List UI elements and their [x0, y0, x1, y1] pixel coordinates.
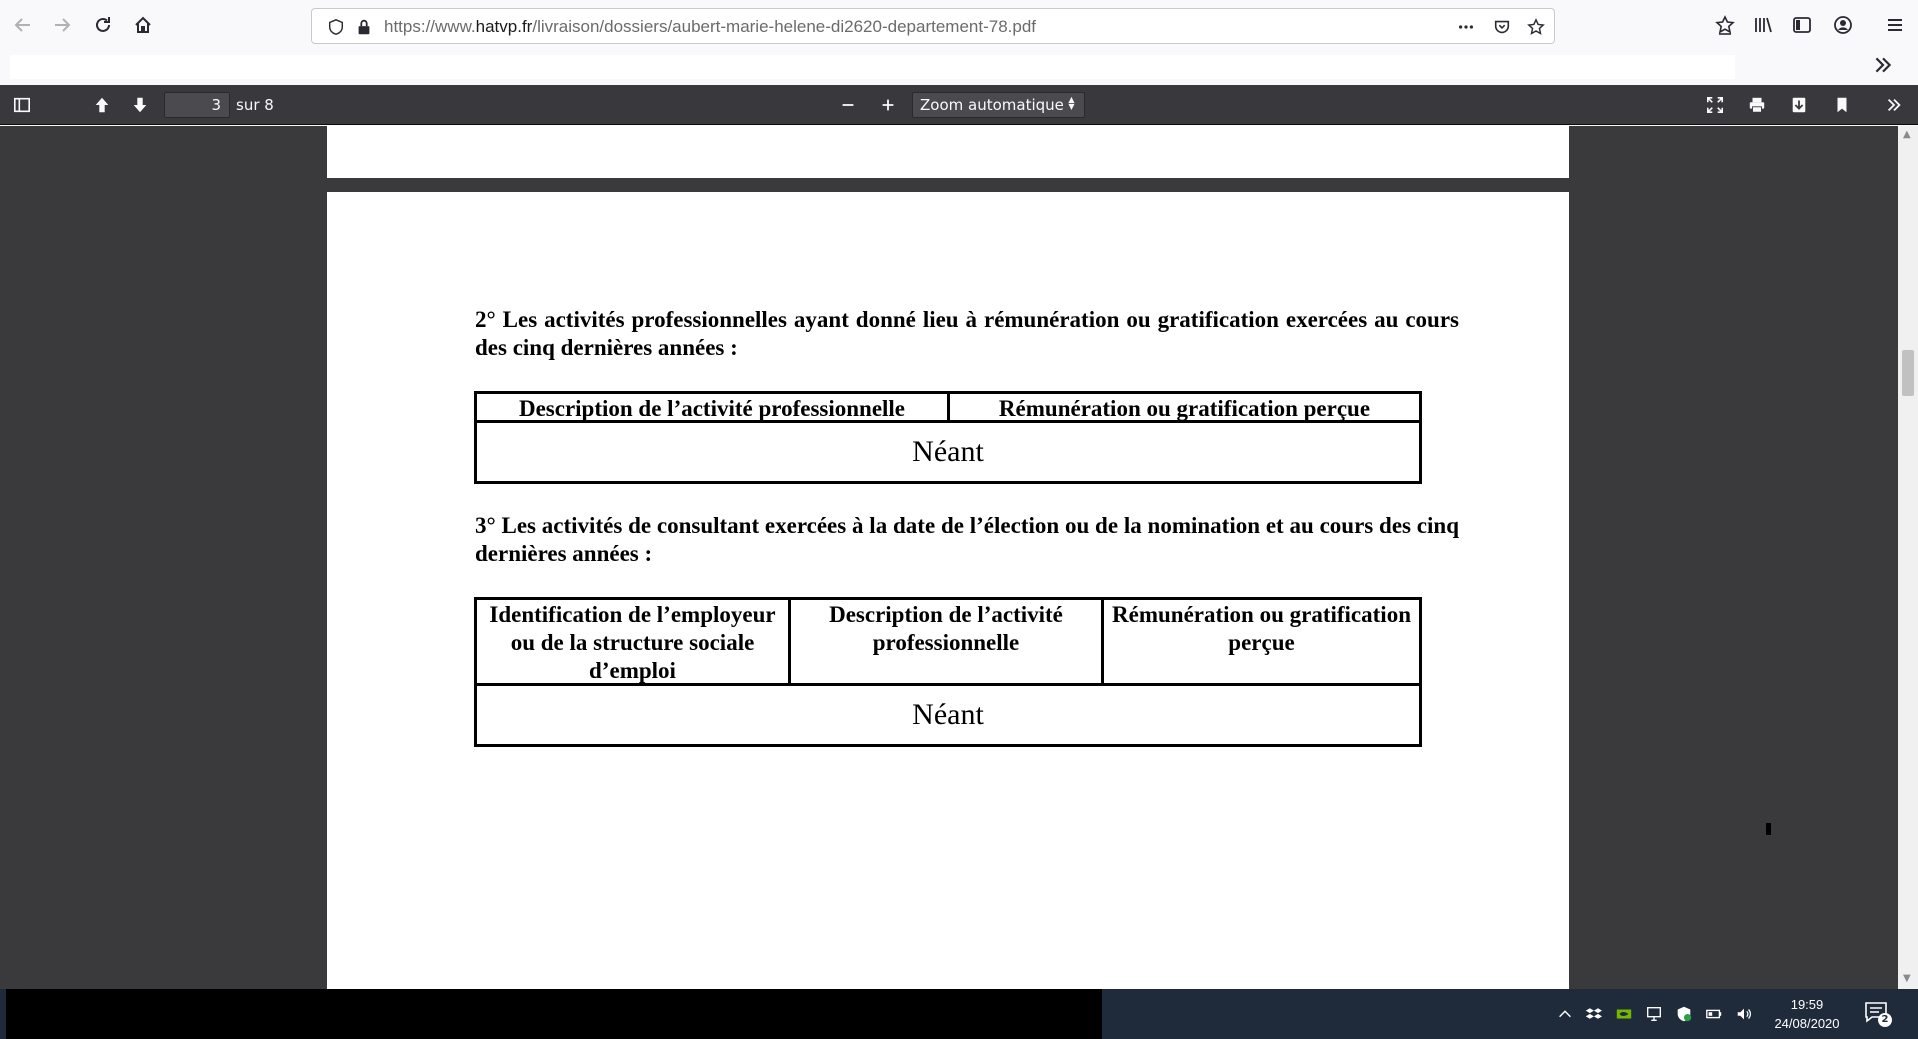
bookmarks-toolbar	[10, 55, 1735, 79]
bookmark-icon	[1833, 96, 1851, 114]
nvidia-icon[interactable]	[1614, 1004, 1634, 1024]
lock-icon[interactable]	[354, 17, 374, 37]
shield-icon[interactable]	[326, 17, 346, 37]
sidebar-button[interactable]	[1787, 10, 1817, 40]
scroll-up-icon[interactable]: ▲	[1903, 129, 1911, 140]
zoom-in-button[interactable]	[874, 92, 902, 118]
reload-icon	[93, 15, 113, 35]
table-section-2	[474, 391, 1422, 484]
vertical-scrollbar[interactable]	[1898, 126, 1918, 989]
print-icon	[1748, 96, 1766, 114]
scrollbar-thumb[interactable]	[1902, 350, 1914, 396]
url-text[interactable]: https://www.hatvp.fr/livraison/dossiers/aubert-marie-helene-di2620-departement-78.pdf	[384, 17, 1037, 36]
dropbox-icon[interactable]	[1584, 1004, 1604, 1024]
network-icon[interactable]	[1644, 1004, 1664, 1024]
security-shield-icon[interactable]	[1674, 1004, 1694, 1024]
pdf-viewer[interactable]	[0, 126, 1898, 989]
page-count-label: sur 8	[236, 96, 274, 114]
arrow-down-icon	[131, 96, 149, 114]
sidebar-toggle-icon	[13, 96, 31, 114]
volume-icon[interactable]	[1734, 1004, 1754, 1024]
clock-date: 24/08/2020	[1774, 1016, 1840, 1031]
taskbar-apps-area	[6, 989, 1102, 1039]
table-section-3	[474, 597, 1422, 747]
fullscreen-icon	[1706, 96, 1724, 114]
url-bar[interactable]	[311, 8, 1555, 44]
reading-list-button[interactable]	[1710, 10, 1740, 40]
forward-button[interactable]	[47, 10, 77, 40]
page-number-input[interactable]: 3	[164, 92, 230, 118]
pdf-toolbar	[0, 85, 1918, 125]
menu-icon	[1885, 15, 1905, 35]
double-chevron-right-icon	[1885, 96, 1903, 114]
tools-button[interactable]	[1880, 92, 1908, 118]
section-3-title: 3° Les activités de consultant exercées à la date de l’élection ou de la nomination et au cours des cinq dernières années :	[475, 513, 1459, 566]
notification-center-button[interactable]	[1864, 1001, 1892, 1027]
forward-icon	[52, 15, 72, 35]
previous-page-button[interactable]	[88, 92, 116, 118]
table-header-cell: Description de l’activité professionnelle	[791, 600, 1104, 683]
scroll-down-icon[interactable]: ▼	[1903, 973, 1911, 984]
pdf-page	[327, 192, 1569, 989]
pocket-icon[interactable]	[1492, 17, 1512, 37]
next-page-button[interactable]	[126, 92, 154, 118]
print-button[interactable]	[1743, 92, 1771, 118]
toggle-sidebar-button[interactable]	[8, 92, 36, 118]
table-header-cell: Identification de l’employeur ou de la structure sociale d’emploi	[477, 600, 791, 683]
zoom-select-value: Zoom automatique	[920, 96, 1064, 114]
sidebar-icon	[1792, 15, 1812, 35]
table-header-cell: Description de l’activité professionnelle	[477, 394, 950, 420]
download-button[interactable]	[1785, 92, 1813, 118]
back-button[interactable]	[8, 10, 38, 40]
account-button[interactable]	[1828, 10, 1858, 40]
taskbar	[0, 989, 1918, 1039]
battery-icon[interactable]	[1704, 1004, 1724, 1024]
minus-icon	[839, 96, 857, 114]
table-header-cell: Rémunération ou gratification perçue	[998, 396, 1371, 421]
download-icon	[1790, 96, 1808, 114]
reading-list-icon	[1715, 15, 1735, 35]
presentation-mode-button[interactable]	[1701, 92, 1729, 118]
menu-button[interactable]	[1880, 10, 1910, 40]
zoom-select[interactable]	[912, 92, 1085, 118]
table-header-cell: Rémunération ou gratification perçue	[1112, 602, 1411, 655]
account-icon	[1833, 15, 1853, 35]
clock-time: 19:59	[1790, 997, 1824, 1012]
browser-toolbar	[0, 0, 1918, 52]
pdf-page-previous	[327, 126, 1569, 178]
overflow-icon	[1872, 54, 1894, 76]
toolbar-overflow-button[interactable]	[1872, 54, 1898, 80]
zoom-out-button[interactable]	[834, 92, 862, 118]
home-icon	[133, 15, 153, 35]
arrow-up-icon	[93, 96, 111, 114]
tray-overflow-chevron-icon[interactable]	[1555, 1004, 1575, 1024]
taskbar-clock[interactable]	[1766, 995, 1848, 1033]
reload-button[interactable]	[88, 10, 118, 40]
table-body-cell: Néant	[912, 435, 984, 468]
library-icon	[1753, 15, 1773, 35]
star-icon[interactable]	[1526, 17, 1546, 37]
table-body-cell: Néant	[912, 698, 984, 731]
notification-count-badge: 2	[1878, 1013, 1892, 1027]
library-button[interactable]	[1748, 10, 1778, 40]
plus-icon	[879, 96, 897, 114]
section-2-title: 2° Les activités professionnelles ayant donné lieu à rémunération ou gratification exercées au cours des cinq dernières années :	[475, 307, 1459, 360]
bookmark-button[interactable]	[1828, 92, 1856, 118]
more-icon[interactable]	[1456, 17, 1476, 37]
home-button[interactable]	[128, 10, 158, 40]
back-icon	[13, 15, 33, 35]
text-cursor	[1766, 823, 1771, 835]
select-arrows-icon: ▲▼	[1067, 95, 1076, 109]
